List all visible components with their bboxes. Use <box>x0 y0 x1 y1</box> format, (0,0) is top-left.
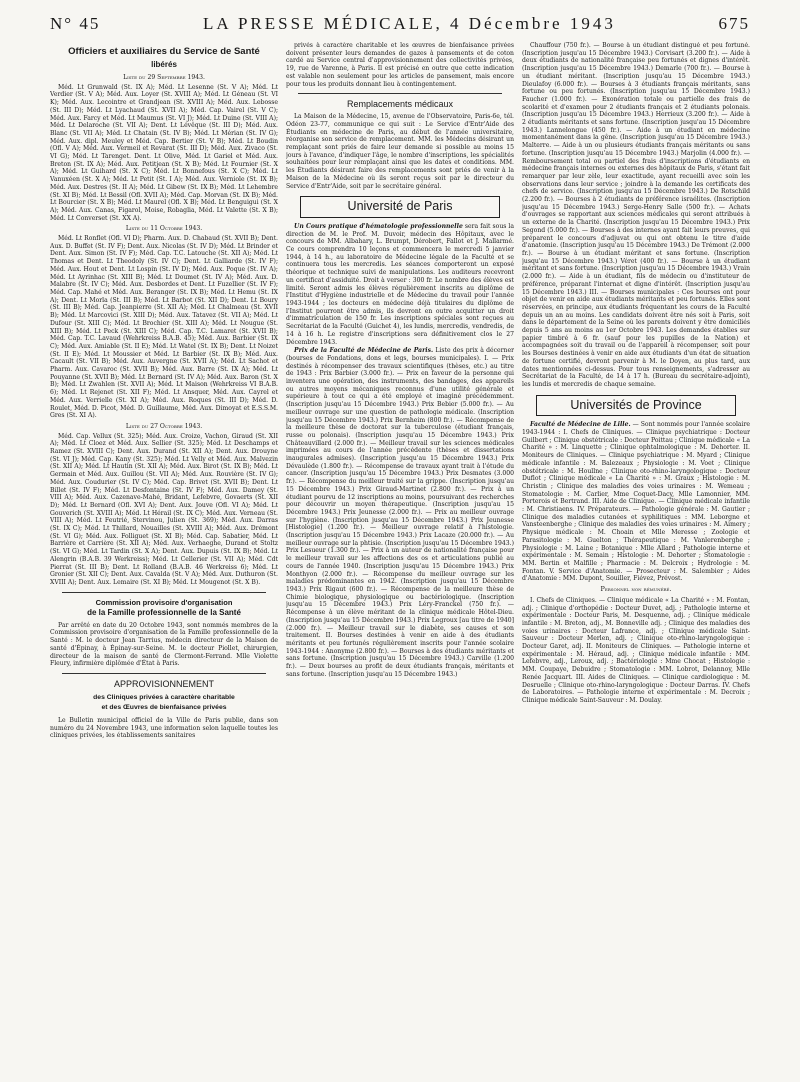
personnel-non-remunere: Personnel non rémunéré. <box>600 585 672 594</box>
section-subtitle-liberes: libérés <box>151 60 177 69</box>
prix-continued: Chauffour (750 fr.). — Bourse à un étudiant distingué et peu fortuné. (Inscription jusqu'au 15 Décembre 1943.) Corvisart (3.200 fr.). — Aide à deux étudiants de nationalité française peu fortunés et dignes d'intérêt. (Inscription jusqu'au 15 Décembre 1943.) Demarle (700 fr.). — Bourse à un étudiant méritant. (Inscription jusqu'au 15 Décembre 1943.) Dieulafoy (6.000 fr.). — Bourses à 3 étudiants français méritants, sans fortune ou peu fortunés. (Inscription jusqu'au 15 Décembre 1943.) Faucher (1.000 fr.). — Exonération totale ou partielle des frais de scolarité et d'examen pour 2 étudiants français et 2 étudiants polonais. (Inscription jusqu'au 15 Décembre 1943.) Herrieux (3.200 fr.). — Aide à 2 étudiants méritants et sans fortune. (Inscription jusqu'au 15 Décembre 1943.) Lannelongue (450 fr.). — Aide à un étudiant en médecine momentanément dans la gêne. (Inscription jusqu'au 15 Décembre 1943.) Malterre. — Aide à un ou plusieurs étudiants français méritants ou sans fortune. (Inscription jusqu'au 15 Décembre 1943.) Marjolin (4.000 fr.). — Remboursement total ou partiel des frais d'inscriptions d'étudiants en médecine français internes ou externes des hôpitaux de Paris, s'étant fait remarquer par leur zèle, leur exactitude, ayant recueilli avec soin les observations dans leur service ; joindre à la demande les certificats des chefs de service. (Inscription jusqu'au 15 Décembre 1943.) De Rotschild (2.200 fr.). — Bourses à 2 étudiants de préférence israélites. (Inscription jusqu'au 15 Décembre 1943.) Serge-Henry Salle (500 fr.). — Achats d'ouvrages se rapportant aux sciences médicales qui seront attribués à un externe de la Charité. (Inscription jusqu'au 15 Décembre 1943.) Prix Segond (5.000 fr.). — Bourses à des internes ayant fait leurs preuves, qui préparent le concours d'adjuvat ou qui ont obtenu le titre d'aide d'anatomie. (Inscription jusqu'au 15 Décembre 1943.) De Trémont (2.000 fr.). — Bourse à un étudiant méritant et sans fortune. (Inscription jusqu'au 15 Décembre 1943.) Véret (400 fr.). — Bourse à un étudiant méritant et sans fortune. (Inscription jusqu'au 15 Décembre 1943.) Vrain (2.000 fr.). — Aide à un étudiant, fils de médecin ou d'instituteur de préférence, préparant l'internat et digne d'intérêt. (Inscription jusqu'au 15 Décembre 1943.) III. — Bourses municipales : Ces bourses ont pour objet de venir en aide aux étudiants méritants et peu fortunés. Elles sont réservées, en principe, aux étudiants fréquentant les cours de la Faculté depuis un an au moins. Les candidats doivent être nés soit à Paris, soit dans le département de la Seine où les parents doivent y être domiciliés depuis 5 ans au moins au 1er Octobre 1943. Les demandes établies sur papier timbré à 6 fr. (sauf pour les pupilles de la Nation) et accompagnées soit du travail ou de l'appareil à récompenser, soit pour les Bourses destinées à venir en aide aux étudiants d'un état de situation de fortune certifié, devront parvenir à M. le Doyen, au plus tard, aux dates mentionnées ci-dessus. Pour tous renseignements, s'adresser au Secrétariat de la Faculté, de 14 à 17 h. (Bureau du secrétaire-adjoint), les lundis et mercredis de chaque semaine. <box>522 42 750 388</box>
lille-lead: Faculté de Médecine de Lille. <box>530 421 631 429</box>
journal-title: LA PRESSE MÉDICALE, 4 Décembre 1943 <box>202 14 616 33</box>
universite-paris-title: Université de Paris <box>300 196 500 218</box>
list1-label: Liste du 29 Septembre 1943. <box>123 74 205 81</box>
page-header <box>50 14 750 36</box>
list3-label: Liste du 27 Octobre 1943. <box>125 422 203 430</box>
prix-lead: Prix de la Faculté de Médecine de Paris. <box>294 347 434 355</box>
prix-text: Liste des prix à décerner (bourses de Fondations, dons et legs, bourses municipales). I. — Prix destinés à récompenser des travaux scientifiques (thèses, etc.) au titre de 1943 : Prix Barbier (3.000 fr.). — Prix en faveur de la personne qui inventera une opération, des instruments, des bandages, des appareils ou autres moyens mécaniques reconnus d'une utilité générale et supérieure à tout ce qui a été employé et imaginé précédemment. (Inscription jusqu'au 15 Décembre 1943.) Prix Bebier (5.000 fr.). — Au meilleur ouvrage sur une question de pathologie médicale. (Inscription jusqu'au 15 Décembre 1943.) Prix Bernheim (800 fr.). — Récompense de la meilleure thèse de doctorat sur la tuberculose (étudiant français, russe ou polonais). (Inscription jusqu'au 15 Décembre 1943.) Prix Châteauvillard (2.000 fr.). — Meilleur travail sur les sciences médicales imprimées au cours de l'année précédente (thèses et dissertations inaugurales admises). (Inscription jusqu'au 15 Décembre 1943.) Prix Dévaulède (1.800 fr.). — Récompense de travaux ayant trait à l'étude du cancer. (Inscription jusqu'au 15 Décembre 1943.) Prix Desmates (3.000 fr.). — Récompense du meilleur traité sur la grippe. (Inscription jusqu'au 15 Décembre 1943.) Prix Giraud-Martinet (2.800 fr.). — Prix à un étudiant pourvu de 12 inscriptions au moins, poursuivant des recherches pour découvrir un moyen thérapeutique. (Inscription jusqu'au 15 Décembre 1943.) Prix Jeunesse (2.000 fr.). — Prix au meilleur ouvrage sur l'hygiène. (Inscription jusqu'au 15 Décembre 1943.) Prix Jeunesse [Histologie] (1.200 fr.). — Meilleur ouvrage relatif à l'histologie. (Inscription jusqu'au 15 Décembre 1943.) Prix Lacaze (20.000 fr.). — Au meilleur ouvrage sur la phtisie. (Inscription jusqu'au 15 Décembre 1943.) Prix Lesueur (1.300 fr.). — Prix à un auteur de nationalité française pour le meilleur travail sur les affections des os et articulations publié au cours de l'année 1940. (Inscription jusqu'au 15 Décembre 1943.) Prix Monthyon (2.000 fr.). — Récompense du meilleur ouvrage sur les maladies prédominantes en 1942. (Inscription jusqu'au 15 Décembre 1943.) Prix Rigaut (600 fr.). — Récompense de la meilleure thèse de Chimie biologique, physiologique ou bactériologique. (Inscription jusqu'au 15 Décembre 1943.) Prix Léry-Franckel (750 fr.). — Récompense à un élève méritant de la clinique médicale Hôtel-Dieu. (Inscription jusqu'au 15 Décembre 1943.) Prix Legroux [au titre de 1940] (2.000 fr.). — Meilleur travail sur le diabète, ses causes et son traitement. II. Bourses destinées à venir en aide à des étudiants méritants et peu fortunés régulièrement inscrits pour l'année scolaire 1943-1944 : Anonyme (2.800 fr.). — Bourses à des étudiants méritants et sans fortune. (Inscription jusqu'au 15 Décembre 1943.) Carville (1.200 fr.). — Deux bourses au profit de deux étudiants français, méritants et sans fortune. (Inscription jusqu'au 15 Décembre 1943.) <box>286 347 514 678</box>
appro-continued: privés à caractère charitable et les œuvres de bienfaisance privées doivent présenter leurs demandes de gazes à pansements et de coton cardé au Service central d'approvisionnement des collectivités privées, 19, rue de Varenne, à Paris. Il est précisé en outre que cette indication est valable non seulement pour les articles de pansement, mais encore pour tous les produits donnant lieu à contingentement. <box>286 42 514 88</box>
list2-text: Méd. Lt Ronflet (Ofl. VI D); Pharm. Aux. D. Chabaud (St. XVII B); Dent. Aux. D. Buffet (St. IV F); Dent. Aux. Nicolas (St. IV D); Méd. Lt Brinder et Dent. Aux. Simon (St. IV F); Méd. Cap. T.C. Latouche (St. XII A); Méd. Lt Thomas et Dent. Lt Theodoly (St. IV C); Dent. Lt Galliarde (St. IV F); Méd. Aux. Hout et Dent. Lt Lospin (St. IV D); Méd. Aux. Poque (St. IV A); Méd. Lt Ayrinhac (St. XIII B); Méd. Lt Doumet (St. IV A); Méd. Aux. D. Malabre (St. IV C); Méd. Aux. Desbordes et Dent. Lt Fuzellier (St. IV F); Méd. Cap. Mahé et Méd. Aux. Beranger (St. IX B); Méd. Lt Hemu (St. IX A); Dent. Lt Morla (St. III B); Méd. Lt Barbot (St. XII D); Dent. Lt Boury (St. III B); Méd. Cap. Jeanpierre (St. XII A); Méd. Lt Chalmeau (St. XVII B); Méd. Lt Marcovici (St. XIII D); Méd. Aux. Tatavez (St. VII A); Méd. Lt Dufour (St. XIII C); Méd. Lt Brochier (St. XIII A); Méd. Lt Nougue (St. XIII B); Méd. Lt Peck (St. XIII C); Méd. Cap. T.C. Lamaret (St. XVII B); Méd. Cap. T.C. Lavaud (Wehrkreiss B.A.B. 45); Méd. Aux. Barbier (St. IX C); Méd. Aux. Amiable (St. II E); Méd. Lt Watel (St. IX B); Dent. Lt Noizet (St. II E); Méd. Lt Moussier et Méd. Lt Barbier (St. IX B); Méd. Aux. Cacault (St. VII B); Méd. Aux. Auvergne (St. XVII A); Méd. Lt Sachot et Pharm. Aux. Cavaroc (St. XVII B); Méd. Aux. Barre (St. IX A); Méd. Lt Pouyanne (St. XVII B); Méd. Lt Bernard (St. IV A); Méd. Aux. Baron (St. X B); Méd. Lt Zwahlen (St. XVII A); Méd. Lt Maison (Wehrkreiss VI B.A.B. 6); Méd. Lt Rejenet (St. XII F); Méd. Lt Ansquer, Méd. Aux. Cayrel et Méd. Aux. Verrielle (St. XI A); Méd. Aux. Roques (St. III D); Méd. D. Roulet, Méd. D. Picot, Méd. D. Guillaume, Méd. Aux. Dimoyat et E.S.S.M. Gres (St. XI A). <box>50 235 278 420</box>
lille-text-2: I. Chefs de Cliniques. — Clinique médicale « La Charité » : M. Fontan, adj. ; Clinique d'orthopédie : Docteur Duvet, adj. ; Pathologie interne et expérimentale : Docteur Paris, M. Desquenne, adj. ; Clinique médicale infantile : M. Breton, adj., M. Bonneville adj. ; Clinique des maladies des voies urinaires : Docteur Lafrance, adj. ; Clinique médicale Saint-Sauveur : Docteur Merlen, adj. ; Clinique oto-rhino-laryngologique : Docteur Garet, adj. II. Moniteurs de Cliniques. — Pathologie interne et expérimentale : M. Héraud, adj. ; Clinique médicale infantile : MM. Lefebvre, adj., Leroux, adj. ; Bactériologie : Mme Chocat ; Histologie : MM. Coupaye, Debuidre ; Stomatologie : MM. Lobrot, Delannoy, Mlle Renée Jacquart. III. Aides de Cliniques. — Clinique cardiologique : M. Desruelle ; Clinique oto-rhino-laryngologique : Docteur Darras. IV. Chefs de Laboratoires. — Pathologie interne et expérimentale : M. Decroix ; Clinique médicale Saint-Sauveur : M. Doulay. <box>522 596 750 704</box>
divider <box>298 93 502 94</box>
appro-sub-1: des Cliniques privées à caractère charitable <box>93 693 235 701</box>
divider <box>62 592 266 593</box>
column-3 <box>522 42 750 1076</box>
issue-date: 4 Décembre 1943 <box>450 14 616 33</box>
lille-text: — Sont nommés pour l'année scolaire 1943-1944 : I. Chefs de Cliniques. — Clinique psychiatrique : Docteur Guilbert ; Clinique obstétricale : Docteur Poittau ; Clinique médicale « La Charité » : M. Linquette ; Clinique ophtalmologique : M. Dehorter. II. Moniteurs de Cliniques. — Clinique psychiatrique : M. Myard ; Clinique médicale infantile : M. Balezeaux ; Physiologie : M. Voet ; Clinique obstétricale : M. Houllne ; Clinique oto-rhino-laryngologique : Docteur Duflot ; Clinique médicale « La Charité » : M. Graux ; Histologie : M. Christin ; Clinique des maladies des voies urinaires : M. Wemeau ; Stomatologie : M. Carlier, Mme Coquet-Dacy, Mlle Lamonnier, MM. Porterois et Bertrand. III. Aide de Clinique. — Clinique médicale infantile : M. Christiaens. IV. Préparateurs. — Pathologie générale : M. Gautier ; Clinique des maladies cutanées et syphilitiques : MM. Leborgne et Vansteenberghe ; Clinique des maladies des voies urinaires : M. Aimery ; Physique médicale : M. Choain et Mlle Meresse ; Zoologie et Parasitologie : M. Guelton ; Thérapeutique : M. Vanlerenberghe ; Physiologie : M. Laine ; Botanique : Mlle Allard ; Pathologie interne et expérimentale : M. Semain ; Histologie : M. Dehorter ; Stomatologie : MM. Bertin et Malfille ; Pharmacie : M. Delcroix ; Hydrologie : M. Fontan. V. Service d'Anatomie. — Prosecteur : M. Salembier ; Aides d'Anatomie : MM. Dupont, Souiller, Fiévez, Prévost. <box>522 421 750 583</box>
list1-text: Méd. Lt Grunwald (St. IX A); Méd. Lt Lesenne (St. V A); Méd. Lt Verdier (St. V A); Méd. Aux. Loyer (St. XVIII A); Méd. Lt Géneau (St. VI K); Méd. Aux. Lecointre et Grandjean (St. XVIII A); Méd. Aux. Lebosse (St. III D); Méd. Lt Lyachaud (St. XVII A); Méd. Cap. Vairel (St. V C); Méd. Aux. Farcy et Méd. Lt Maumus (St. VI J); Méd. Lt Duine (St. VIII A); Méd. Lt Delaroche (St. VII A); Dent. Lt Lévêque (St. III D); Méd. Aux. Blanc (St. VII A); Méd. Lt Chatain (St. IV B); Méd. Lt Mérian (St. IV G); Méd. Aux. dipl. Meuley et Méd. Cap. Bertier (St. V B); Méd. Lt Boudin (Ofl. V A); Méd. Aux. Vermeil et Revarat (St. III D); Méd. Aux. Zivaco (St. VI G); Méd. Lt Tarenget. Dent. Lt Olive, Méd. Lt Gariel et Méd. Aux. Breton (St. IX A); Méd. Aux. Petitjean (St. X B); Méd. Lt Fournier (St. X A); Méd. Lt Guihard (St. X C); Méd. Lt Bonnefous (St. X C); Méd. Lt Vanuxéen (St. X A); Méd. Lt Petit (St. I A); Méd. Aux. Verniole (St. IX B); Méd. Aux. Destres (St. II A); Méd. Lt Gibew (St. IX B); Méd. Lt Lehembre (St. XI B); Méd. Lt Bessil (Ofl. XVII A); Méd. Cap. Morvan (St. IX B); Méd. Lt Bourcier (St. X B); Méd. Lt Maurel (Ofl. X B); Méd. Lt Benguigui (St. X A); Méd. Aux. Canas, Figarol, Moise, Robaglia, Méd. Lt Valette (St. X B); Méd. Lt Converset (St. XX A). <box>50 83 278 222</box>
remplacements-text: La Maison de la Médecine, 15, avenue de l'Observatoire, Paris-6e, tél. Odéon 23-77, communique ce qui suit : Le Service d'Entr'Aide des Étudiants en médecine de Paris, au début de l'année universitaire, réorganise son service de remplacement. MM. les Médecins désirant un remplaçant sont priés de faire leur demande si possible au moins 15 jours à l'avance, d'indiquer l'âge, le nombre d'inscriptions, les spécialités souhaitées pour leur remplaçant ainsi que les dates et conditions. MM. les Étudiants désirant faire des remplacements sont priés de venir à la Maison de la Médecine où ils seront reçus soit par le directeur du Service d'Entr'Aide, soit par le secrétaire général. <box>286 113 514 190</box>
commission-text: Par arrêté en date du 20 Octobre 1943, sont nommés membres de la Commission provisoire d'organisation de la Famille professionnelle de la Santé : M. le docteur Jean Tarrius, médecin directeur de la Maison de santé d'Épinay, à Épinay-sur-Seine. M. le docteur Piollet, chirurgien, directeur de la maison de santé de Clermont-Ferrand. Mlle Violette Fleury, infirmière diplômée d'État à Paris. <box>50 621 278 668</box>
universites-province-title: Universités de Province <box>536 395 736 417</box>
commission-title-1: Commission provisoire d'organisation <box>95 597 233 607</box>
cours-text: sera fait sous la direction de M. le Prof. M. Duvoir, médecin des Hôpitaux, avec le concours de MM. Albahary, L. Brumpt, Dérobert, Fallot et J. Mallarmé. Ce cours comprendra 10 leçons et commencera le mercredi 5 janvier 1944, à 14 h., au laboratoire de Médecine légale de la Faculté et se continuera tous les mercredis. Les séances comporteront un exposé théorique et technique suivi de manipulations. Les auditeurs recevront un certificat d'assiduité. Droit à verser : 300 fr. Le nombre des élèves est limité. Seront admis les élèves régulièrement inscrits au diplôme de l'Institut d'Hygiène industrielle et de Médecine du travail pour l'année 1943-1944 ; les docteurs en médecine déjà titulaires du diplôme de l'Institut pourront être admis, ils devront en outre acquitter un droit d'immatriculation de 150 fr. Les inscriptions spéciales sont reçues au Secrétariat de la Faculté (Guichet 4), les lundis, mercredis, vendredis, de 14 à 16 h. Le registre d'inscriptions sera définitivement clos le 27 Décembre 1943. <box>286 222 514 346</box>
section-title-officiers: Officiers et auxiliaires du Service de Santé <box>68 46 260 57</box>
issue-number: N° 45 <box>50 14 101 33</box>
appro-title: APPROVISIONNEMENT <box>113 678 214 689</box>
page-number: 675 <box>718 14 750 33</box>
column-2 <box>286 42 514 1076</box>
appro-sub-2: et des Œuvres de bienfaisance privées <box>101 703 227 711</box>
appro-text: Le Bulletin municipal officiel de la Ville de Paris publie, dans son numéro du 24 Novembre 1943, une information selon laquelle toutes les cliniques privées, les établissements sanitaires <box>50 716 278 740</box>
list2-label: Liste du 11 Octobre 1943. <box>125 225 203 233</box>
column-1 <box>50 42 278 1076</box>
list3-text: Méd. Cap. Vellux (St. 325); Méd. Aux. Croize, Vachon, Giraud (St. XII A); Méd. Lt Cloez et Méd. Aux. Sellier (St. 325); Méd. Lt Deschamps et Ramez (St. XVIII C); Dent. Aux. Durand (St. XII A); Dent. Aux. Drouyne (St. VI J); Méd. Cap. Kany (St. 325); Méd. Lt Velly et Méd. Aux. Malvezin (St. XII A); Méd. Lt Hautin (St. XII A); Méd. Aux. Birot (St. IX B); Méd. Lt Germain et Méd. Aux. Guillou (St. VII A); Méd. Aux. Rouvière (St. IV G); Méd. Aux. Coudurier (St. IV C); Méd. Cap. Brivet (St. XVII B); Dent. Lt Billet (St. IV F); Méd. Lt Desfontaine (St. IV F); Méd. Aux. Damey (St. VIII A); Méd. Aux. Cazenave-Mahé, Bridant, Lefebvre, Govaerts (St. XII D); Méd. Lt Bernard (Ofl. XVI A); Dent. Aux. Jouve (Ofl. VI A); Méd. Lt Gouverich (St. XVIII A); Méd. Lt Hérail (St. IX C); Méd. Aux. Verneau (St. VIII A); Méd. Lt Feutrié, Stervinou, Julien (St. 369); Méd. Aux. Darras (St. IX C); Méd. Lt Thillard, Nouailles (St. XVIII A); Méd. Aux. Drémont (St. VI G); Méd. Aux. Folliguet (St. XI B); Méd. Cap. Sabatier, Méd. Lt Barrière et Carrière (St. XII A); Méd. Aux. Verhaeghe, Durand et Stoltz (St. VI G); Méd. Lt Tardin (St. X A); Dent. Aux. Dupuis (St. IX B); Méd. Lt Alengrin (B.A.B. 39 Werkreiss); Méd. Lt Cellerier (St. VII A); Méd. Cdt Pierrat (St. III B); Dent. Lt Rolland (B.A.B. 46 Werkreiss 6); Méd. Lt Gronier (St. XII C); Dent. Aux. Cavalda (St. V A); Méd. Aux. Duthuron (St. XVIII A); Dent. Aux. Lemaire (St. XI B); Méd. Lt Mougenot (St. X B). <box>50 432 278 586</box>
remplacements-title: Remplacements médicaux <box>346 99 454 110</box>
commission-title-2: de la Famille professionnelle de la Santé <box>87 607 241 617</box>
divider <box>62 673 266 674</box>
cours-lead: Un Cours pratique d'hématologie professionnelle <box>294 222 463 230</box>
